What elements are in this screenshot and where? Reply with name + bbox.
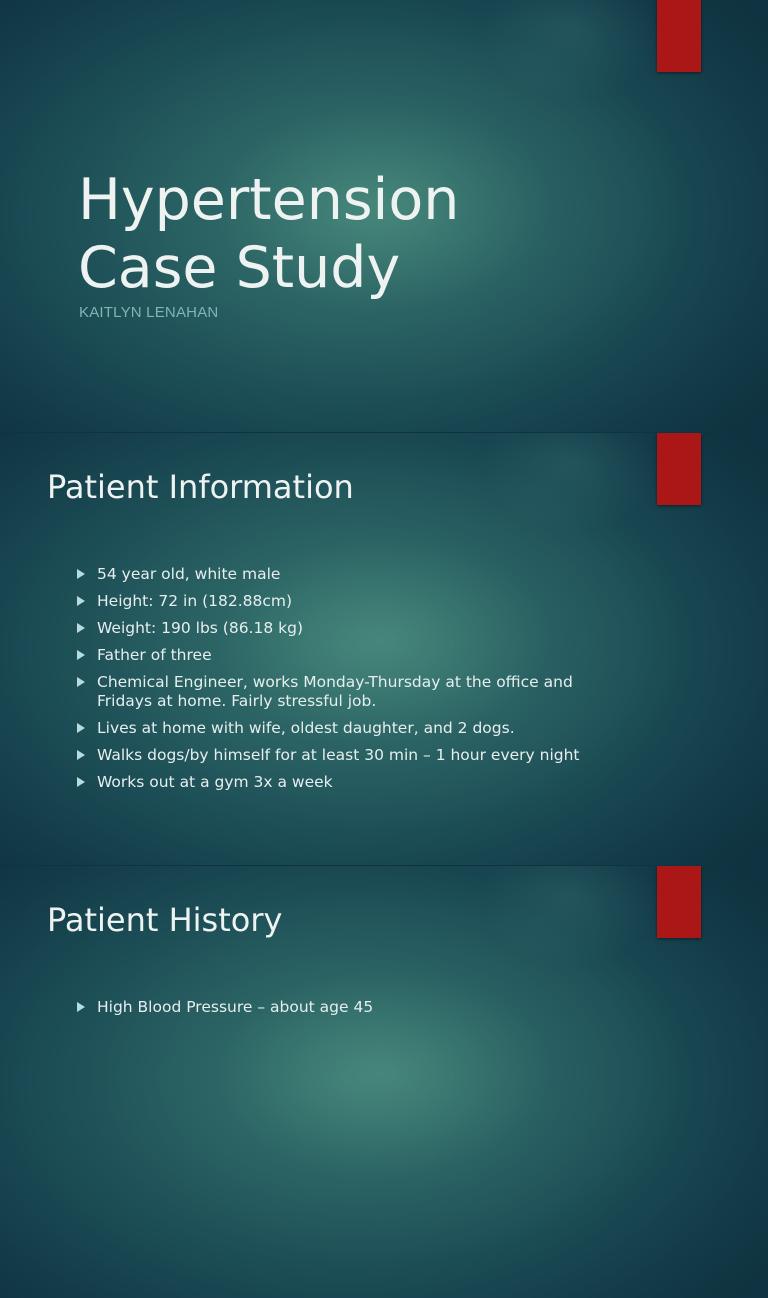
slide-patient-history xyxy=(0,866,768,1298)
triangle-right-icon xyxy=(77,677,85,687)
bullet-item xyxy=(76,592,616,611)
slide-heading: Patient History xyxy=(47,901,283,939)
bullet-item xyxy=(76,719,616,738)
bullet-text: High Blood Pressure – about age 45 xyxy=(97,998,374,1016)
bullet-item xyxy=(76,565,616,584)
bullet-text: Weight: 190 lbs (86.18 kg) xyxy=(97,619,304,637)
bullet-item xyxy=(76,646,616,665)
bullet-item xyxy=(76,673,616,711)
bullet-text: Walks dogs/by himself for at least 30 min – 1 hour every night xyxy=(97,746,580,764)
slide-patient-information xyxy=(0,433,768,865)
title-line: Case Study xyxy=(78,235,401,301)
accent-bar xyxy=(657,866,701,938)
accent-bar xyxy=(657,433,701,505)
slide-title xyxy=(0,0,768,432)
triangle-right-icon xyxy=(77,1002,85,1012)
bullet-item xyxy=(76,746,616,765)
bullet-text: Height: 72 in (182.88cm) xyxy=(97,592,293,610)
title-line: Hypertension xyxy=(78,167,460,233)
accent-bar xyxy=(657,0,701,72)
bullet-text: Lives at home with wife, oldest daughter, and 2 dogs. xyxy=(97,719,515,737)
triangle-right-icon xyxy=(77,777,85,787)
bullet-text: Chemical Engineer, works Monday-Thursday at the office and Fridays at home. Fairly stressful job. xyxy=(97,673,573,710)
bullet-list xyxy=(76,998,616,1025)
triangle-right-icon xyxy=(77,723,85,733)
bullet-item xyxy=(76,773,616,792)
bullet-item xyxy=(76,998,616,1017)
triangle-right-icon xyxy=(77,650,85,660)
triangle-right-icon xyxy=(77,569,85,579)
bullet-text: 54 year old, white male xyxy=(97,565,281,583)
bullet-list xyxy=(76,565,616,800)
bullet-text: Father of three xyxy=(97,646,212,664)
bullet-item xyxy=(76,619,616,638)
slide-heading: Patient Information xyxy=(47,468,354,506)
author-subtitle: KAITLYN LENAHAN xyxy=(79,304,219,321)
presentation-title xyxy=(78,166,459,302)
triangle-right-icon xyxy=(77,750,85,760)
triangle-right-icon xyxy=(77,596,85,606)
bullet-text: Works out at a gym 3x a week xyxy=(97,773,333,791)
triangle-right-icon xyxy=(77,623,85,633)
